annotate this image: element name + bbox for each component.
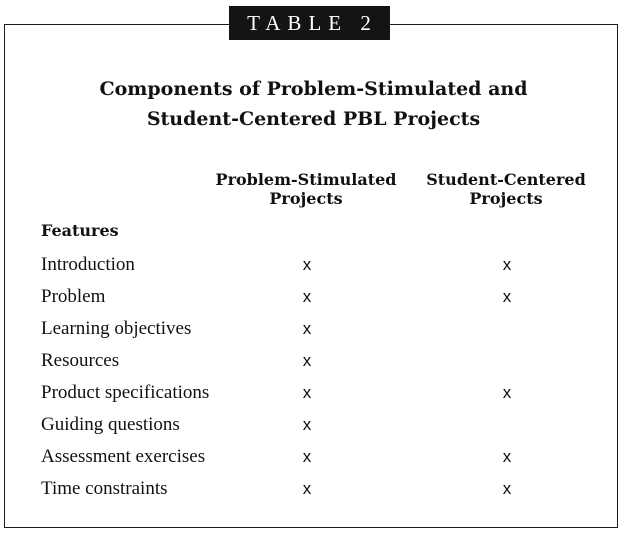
features-heading: Features bbox=[41, 221, 119, 240]
student-centered-mark: x bbox=[502, 447, 512, 466]
problem-stimulated-mark: x bbox=[302, 479, 312, 498]
column-header-problem-stimulated bbox=[195, 170, 417, 208]
column-header-line: Projects bbox=[469, 189, 543, 208]
column-header-student-centered bbox=[408, 170, 604, 208]
table-row bbox=[0, 285, 627, 317]
feature-label: Guiding questions bbox=[41, 414, 180, 435]
problem-stimulated-mark: x bbox=[302, 351, 312, 370]
problem-stimulated-mark: x bbox=[302, 415, 312, 434]
table-title-line-2: Student-Centered PBL Projects bbox=[146, 108, 481, 130]
feature-label: Learning objectives bbox=[41, 318, 192, 339]
student-centered-mark: x bbox=[502, 255, 512, 274]
student-centered-mark: x bbox=[502, 383, 512, 402]
table-row bbox=[0, 381, 627, 413]
feature-label: Resources bbox=[41, 350, 120, 371]
table-row bbox=[0, 477, 627, 509]
feature-label: Product specifications bbox=[41, 382, 210, 403]
feature-label: Problem bbox=[41, 286, 106, 307]
feature-label: Time constraints bbox=[41, 478, 168, 499]
feature-label: Assessment exercises bbox=[41, 446, 206, 467]
problem-stimulated-mark: x bbox=[302, 383, 312, 402]
column-header-line: Projects bbox=[269, 189, 343, 208]
problem-stimulated-mark: x bbox=[302, 287, 312, 306]
feature-label: Introduction bbox=[41, 254, 135, 275]
table-row bbox=[0, 349, 627, 381]
problem-stimulated-mark: x bbox=[302, 447, 312, 466]
column-header-line: Problem-Stimulated bbox=[215, 170, 397, 189]
table-row bbox=[0, 317, 627, 349]
table-row bbox=[0, 413, 627, 445]
table-row bbox=[0, 253, 627, 285]
table-title-line-1: Components of Problem-Stimulated and bbox=[99, 78, 528, 100]
problem-stimulated-mark: x bbox=[302, 255, 312, 274]
problem-stimulated-mark: x bbox=[302, 319, 312, 338]
column-header-line: Student-Centered bbox=[426, 170, 586, 189]
student-centered-mark: x bbox=[502, 479, 512, 498]
table-number-label: TABLE 2 bbox=[229, 6, 390, 40]
student-centered-mark: x bbox=[502, 287, 512, 306]
table-row bbox=[0, 445, 627, 477]
